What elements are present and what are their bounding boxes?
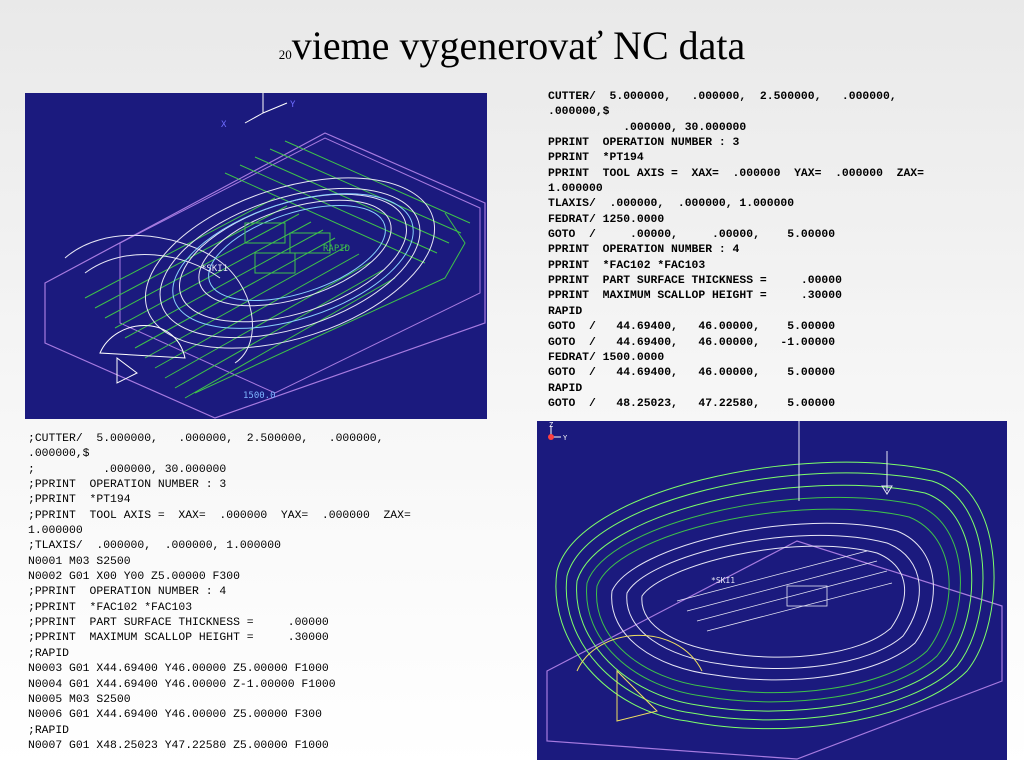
apt-line: GOTO / 44.69400, 46.00000, 5.00000 — [548, 367, 836, 380]
nc-line: ;TLAXIS/ .000000, .000000, 1.000000 — [28, 540, 281, 553]
probe-markers — [799, 421, 892, 501]
base-plane-outline — [547, 541, 1002, 759]
nc-line: N0007 G01 X48.25023 Y47.22580 Z5.00000 F1000 — [28, 739, 329, 752]
apt-line: GOTO / 44.69400, 46.00000, -1.00000 — [548, 336, 836, 349]
feedrate-label: 1500.0 — [243, 391, 276, 401]
nc-line: N0003 G01 X44.69400 Y46.00000 Z5.00000 F1000 — [28, 663, 329, 676]
apt-line: GOTO / .00000, .00000, 5.00000 — [548, 229, 836, 242]
apt-line: PPRINT TOOL AXIS = XAX= .000000 YAX= .000000 ZAX= — [548, 167, 924, 180]
apt-line: .000000, 30.000000 — [548, 121, 747, 134]
nc-line: ; .000000, 30.000000 — [28, 463, 227, 476]
nc-program-listing — [28, 432, 411, 754]
apt-line: PPRINT PART SURFACE THICKNESS = .00000 — [548, 275, 842, 288]
nc-line: N0002 G01 X00 Y00 Z5.00000 F300 — [28, 571, 240, 584]
slide-title-text: vieme vygenerovať NC data — [291, 23, 746, 68]
green-contours — [587, 497, 961, 701]
apt-line: 1.000000 — [548, 183, 603, 196]
part-label: *SKI1 — [201, 264, 229, 274]
apt-source-listing — [548, 90, 924, 412]
axis-label-y: Y — [290, 100, 296, 110]
cad-toolpath-view-top — [25, 93, 487, 419]
apt-line: PPRINT MAXIMUM SCALLOP HEIGHT = .30000 — [548, 290, 842, 303]
apt-line: PPRINT *FAC102 *FAC103 — [548, 259, 706, 272]
nc-line: ;RAPID — [28, 647, 70, 660]
white-contours — [612, 523, 934, 680]
nc-line: ;RAPID — [28, 724, 70, 737]
apt-line: RAPID — [548, 305, 583, 318]
apt-line: CUTTER/ 5.000000, .000000, 2.500000, .000000, — [548, 91, 897, 103]
origin-marker — [548, 434, 554, 440]
nc-line: N0005 M03 S2500 — [28, 693, 131, 706]
cad-toolpath-view-bottom — [537, 421, 1007, 760]
toolpath-drawing-top — [25, 93, 487, 419]
part-label: *SKI1 — [711, 576, 736, 585]
roughing-passes — [85, 141, 470, 398]
slide-title — [0, 22, 1024, 69]
apt-line: GOTO / 48.25023, 47.22580, 5.00000 — [548, 397, 836, 410]
apt-line: PPRINT *PT194 — [548, 152, 644, 165]
apt-line: TLAXIS/ .000000, .000000, 1.000000 — [548, 198, 795, 211]
axis-label-x: X — [221, 120, 227, 130]
apt-line: FEDRAT/ 1250.0000 — [548, 213, 665, 226]
bright-contours — [556, 462, 994, 728]
nc-line: ;CUTTER/ 5.000000, .000000, 2.500000, .000000, — [28, 433, 384, 445]
rapid-label: RAPID — [323, 244, 351, 254]
nc-line: ;PPRINT OPERATION NUMBER : 3 — [28, 479, 227, 492]
tool-direction-marker — [617, 671, 657, 721]
tool-arc — [577, 635, 702, 671]
nc-line: N0001 M03 S2500 — [28, 555, 131, 568]
nc-line: ;PPRINT PART SURFACE THICKNESS = .00000 — [28, 617, 329, 630]
finishing-contours — [65, 145, 456, 380]
apt-line: .000000,$ — [548, 106, 610, 119]
slide-number: 20 — [278, 47, 292, 62]
apt-line: FEDRAT/ 1500.0000 — [548, 351, 665, 364]
apt-line: RAPID — [548, 382, 583, 395]
axis-triad — [245, 93, 287, 123]
nc-line: N0004 G01 X44.69400 Y46.00000 Z-1.00000 F1000 — [28, 678, 336, 691]
apt-line: GOTO / 44.69400, 46.00000, 5.00000 — [548, 321, 836, 334]
toolpath-drawing-bottom — [537, 421, 1007, 760]
nc-line: ;PPRINT OPERATION NUMBER : 4 — [28, 586, 227, 599]
nc-line: 1.000000 — [28, 525, 83, 538]
tool-arc — [100, 326, 185, 359]
nc-line: ;PPRINT *PT194 — [28, 494, 131, 507]
apt-line: PPRINT OPERATION NUMBER : 4 — [548, 244, 740, 257]
nc-line: ;PPRINT TOOL AXIS = XAX= .000000 YAX= .000000 ZAX= — [28, 509, 411, 522]
nc-line: .000000,$ — [28, 448, 90, 461]
pocket-grid — [677, 551, 892, 631]
nc-line: N0006 G01 X44.69400 Y46.00000 Z5.00000 F300 — [28, 709, 322, 722]
axis-label-z: Z — [549, 421, 554, 429]
apt-line: PPRINT OPERATION NUMBER : 3 — [548, 137, 740, 150]
axis-label-y: Y — [563, 434, 568, 442]
nc-line: ;PPRINT *FAC102 *FAC103 — [28, 601, 193, 614]
nc-line: ;PPRINT MAXIMUM SCALLOP HEIGHT = .30000 — [28, 632, 329, 645]
